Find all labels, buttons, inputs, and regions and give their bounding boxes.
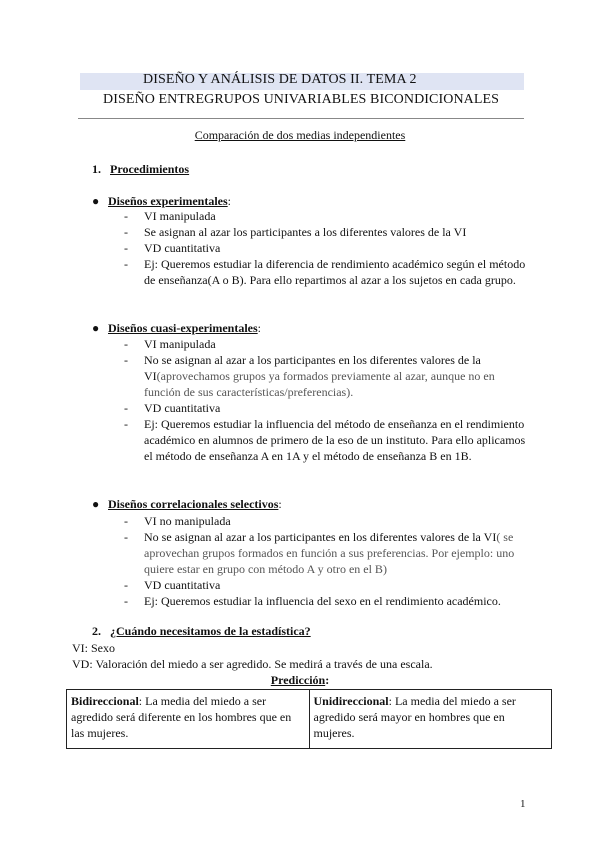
- group-heading-correlacionales: ● Diseños correlacionales selectivos:: [92, 497, 282, 511]
- title-divider: [78, 118, 524, 119]
- group-heading-label: Diseños cuasi-experimentales: [108, 321, 258, 335]
- page-number: 1: [520, 798, 526, 810]
- prediction-heading: Predicción:: [270, 673, 330, 687]
- document-title-line2: DISEÑO ENTREGRUPOS UNIVARIABLES BICONDICIONALES: [103, 92, 500, 107]
- list-item: - VI manipulada: [124, 337, 216, 351]
- list-item: - No se asignan al azar a los participantes en los diferentes valores de la VI(aprovechamos grupos ya formados previamente al azar, aunque no en función de sus características/preferencias).: [124, 353, 495, 399]
- prediction-cell-bidireccional: [67, 690, 309, 748]
- section2-heading: [92, 624, 311, 639]
- variable-vi: VI: Sexo: [72, 641, 115, 655]
- section1-title: Procedimientos: [110, 162, 190, 176]
- group-heading-label: Diseños correlacionales selectivos: [108, 497, 279, 511]
- list-item: - Ej: Queremos estudiar la diferencia de rendimiento académico según el método de enseñanza(A o B). Para ello repartimos al azar a los sujetos en cada grupo.: [124, 257, 526, 287]
- list-item: - No se asignan al azar a los participantes en los diferentes valores de la VI( se aprovechan grupos formados en función a sus preferencias. Por ejemplo: uno quiere estar en grupo con método A y otro en el B): [124, 530, 515, 576]
- bullet-dot-icon: ●: [92, 194, 100, 208]
- list-item: - Ej: Queremos estudiar la influencia del método de enseñanza en el rendimiento académico en alumnos de primero de la eso de un instituto. Para ello aplicamos el método de enseñanza A en 1A y el método de enseñanza B en 1B.: [124, 417, 526, 463]
- list-item: - VD cuantitativa: [124, 241, 221, 255]
- group-heading-label: Diseños experimentales: [108, 194, 228, 208]
- list-item: - VD cuantitativa: [124, 401, 221, 415]
- section2-title: ¿Cuándo necesitamos de la estadística?: [110, 624, 311, 638]
- document-title-line1: DISEÑO Y ANÁLISIS DE DATOS II. TEMA 2: [143, 72, 417, 87]
- bullet-dot-icon: ●: [92, 497, 100, 511]
- list-item: - VI manipulada: [124, 209, 216, 223]
- group-heading-experimentales: ● Diseños experimentales:: [92, 194, 231, 208]
- item-note: ( se aprovechan grupos formados en función a sus preferencias. Por ejemplo: uno quiere estar en grupo con método A y otro en el B): [144, 530, 515, 576]
- variable-vd: VD: Valoración del miedo a ser agredido. Se medirá a través de una escala.: [72, 657, 433, 671]
- section1-heading: [92, 162, 189, 177]
- group-heading-cuasi: ● Diseños cuasi-experimentales:: [92, 321, 261, 335]
- list-item: - VD cuantitativa: [124, 578, 221, 592]
- bidireccional-text: : La media del miedo a ser agredido será diferente en los hombres que en las mujeres.: [71, 694, 292, 740]
- prediction-table: [66, 689, 552, 749]
- bullet-dot-icon: ●: [92, 321, 100, 335]
- list-item: - Ej: Queremos estudiar la influencia del sexo en el rendimiento académico.: [124, 594, 501, 608]
- prediction-label: Predicción: [270, 673, 326, 687]
- unidireccional-label: Unidireccional: [313, 694, 389, 708]
- section1-number: 1.: [92, 162, 101, 176]
- section2-number: 2.: [92, 624, 101, 638]
- document-subtitle: Comparación de dos medias independientes: [194, 128, 406, 142]
- list-item: - Se asignan al azar los participantes a los diferentes valores de la VI: [124, 225, 467, 239]
- bidireccional-label: Bidireccional: [71, 694, 139, 708]
- unidireccional-text: : La media del miedo a ser agredido será mayor en hombres que en mujeres.: [313, 694, 516, 740]
- item-note: (aprovechamos grupos ya formados previamente al azar, aunque no en función de sus características/preferencias).: [144, 369, 495, 399]
- prediction-cell-unidireccional: [309, 690, 552, 748]
- list-item: - VI no manipulada: [124, 514, 231, 528]
